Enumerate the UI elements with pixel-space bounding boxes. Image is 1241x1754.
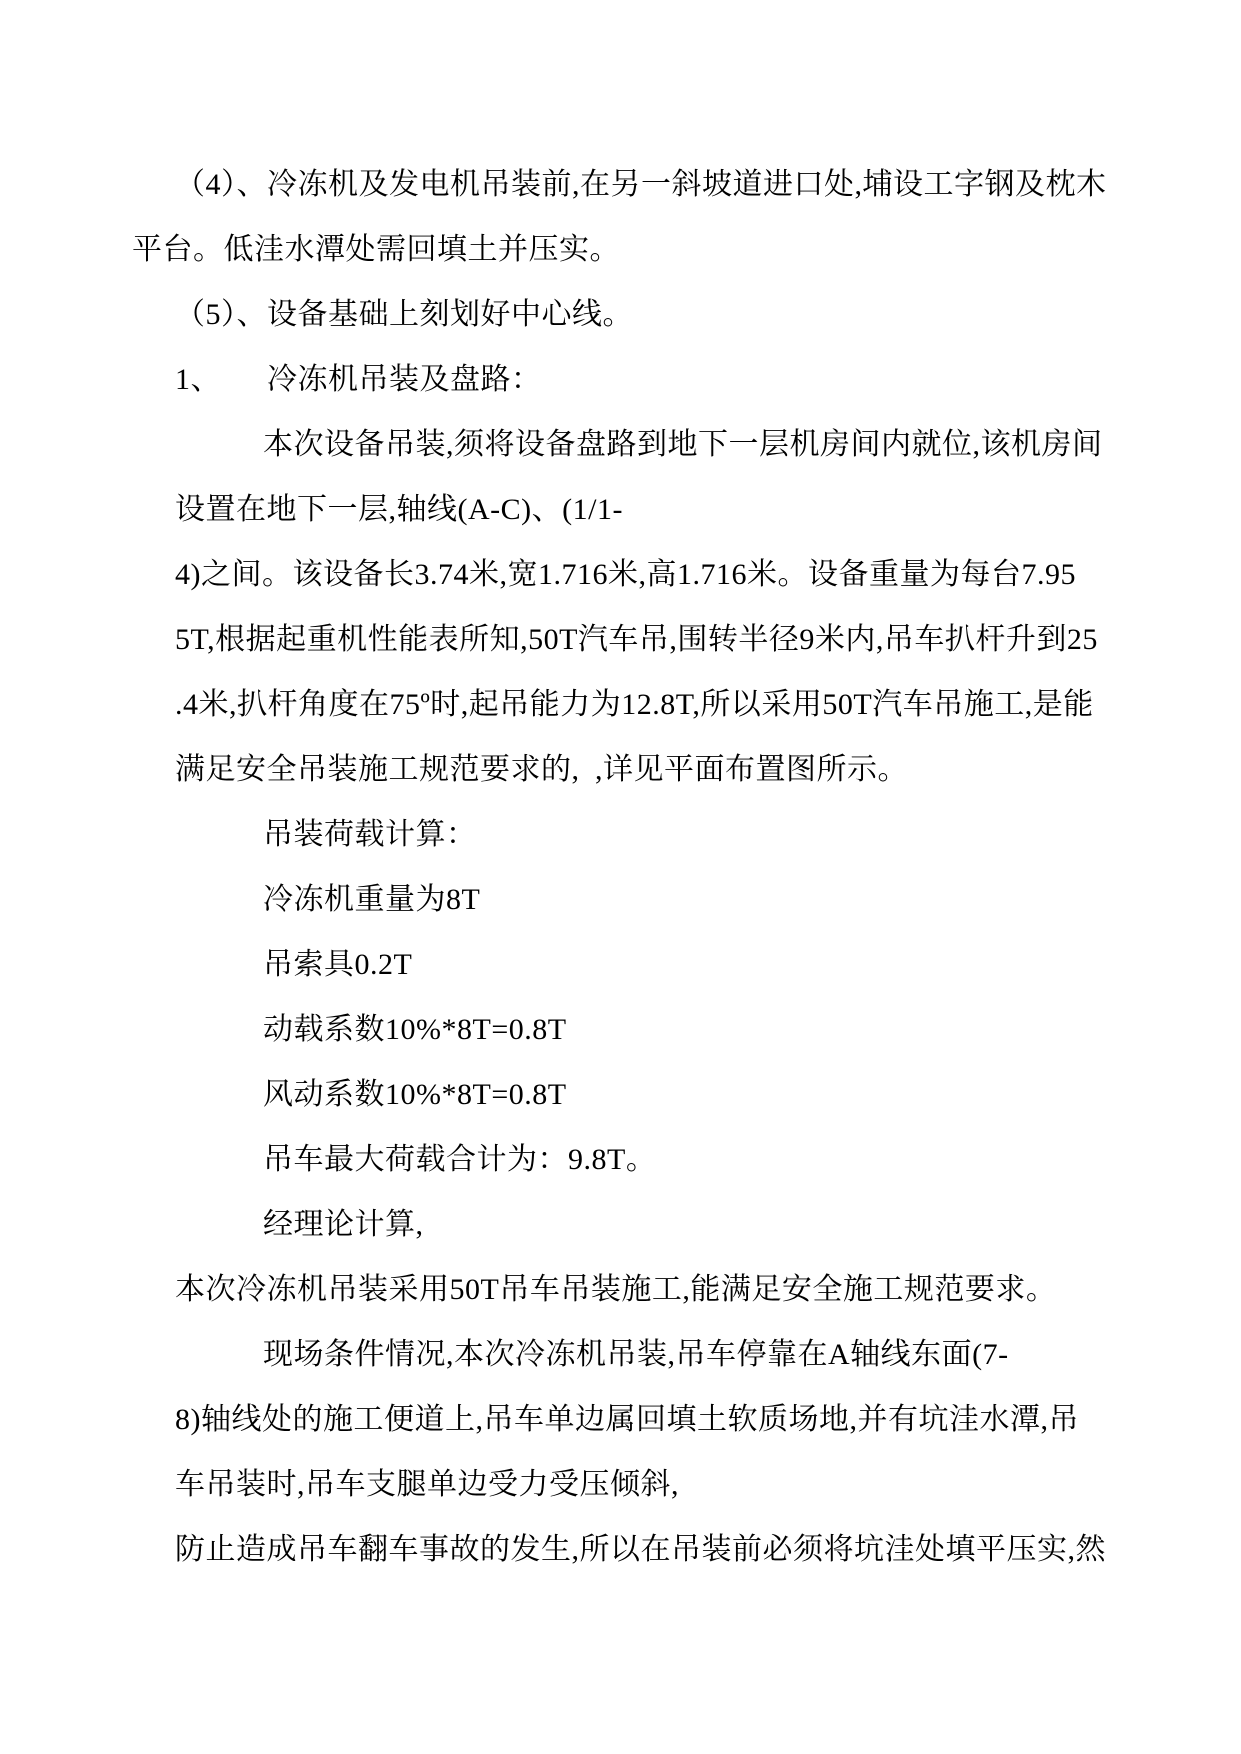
text-line: 设置在地下一层,轴线(A-C)、(1/1- xyxy=(175,493,623,526)
text-line: 平台。低洼水潭处需回填土并压实。 xyxy=(132,233,620,266)
text-line: 车吊装时,吊车支腿单边受力受压倾斜, xyxy=(175,1468,679,1501)
text-line: 吊索具0.2T xyxy=(263,948,413,981)
text-line: （5）、设备基础上刻划好中心线。 xyxy=(175,298,633,331)
text-line xyxy=(132,347,1113,412)
text-line: 冷冻机重量为8T xyxy=(263,883,481,916)
text-line: 本次冷冻机吊装采用50T吊车吊装施工,能满足安全施工规范要求。 xyxy=(175,1273,1057,1306)
text-line: 8)轴线处的施工便道上,吊车单边属回填土软质场地,并有坑洼水潭,吊 xyxy=(175,1403,1079,1436)
text-line: .4米,扒杆角度在75º时,起吊能力为12.8T,所以采用50T汽车吊施工,是能 xyxy=(175,688,1094,721)
text-line: 本次设备吊装,须将设备盘路到地下一层机房间内就位,该机房间 xyxy=(263,428,1103,461)
text-line: （4）、冷冻机及发电机吊装前,在另一斜坡道进口处,埔设工字钢及枕木 xyxy=(175,168,1107,201)
text-line: 防止造成吊车翻车事故的发生,所以在吊装前必须将坑洼处填平压实,然 xyxy=(175,1533,1106,1566)
text-line: 满足安全吊装施工规范要求的, ,详见平面布置图所示。 xyxy=(175,753,908,786)
text-line: 动载系数10%*8T=0.8T xyxy=(263,1013,567,1046)
line-text: 冷冻机吊装及盘路： xyxy=(267,363,542,396)
text-line: 吊装荷载计算： xyxy=(263,818,477,851)
list-number: 1、 xyxy=(175,363,221,396)
text-line: 4)之间。该设备长3.74米,宽1.716米,高1.716米。设备重量为每台7.95 xyxy=(175,558,1076,591)
text-line: 5T,根据起重机性能表所知,50T汽车吊,围转半径9米内,吊车扒杆升到25 xyxy=(175,623,1098,656)
text-line: 风动系数10%*8T=0.8T xyxy=(263,1078,567,1111)
text-line: 吊车最大荷载合计为：9.8T。 xyxy=(263,1143,657,1176)
text-line: 现场条件情况,本次冷冻机吊装,吊车停靠在A轴线东面(7- xyxy=(263,1338,1009,1371)
text-line: 经理论计算, xyxy=(263,1208,424,1241)
